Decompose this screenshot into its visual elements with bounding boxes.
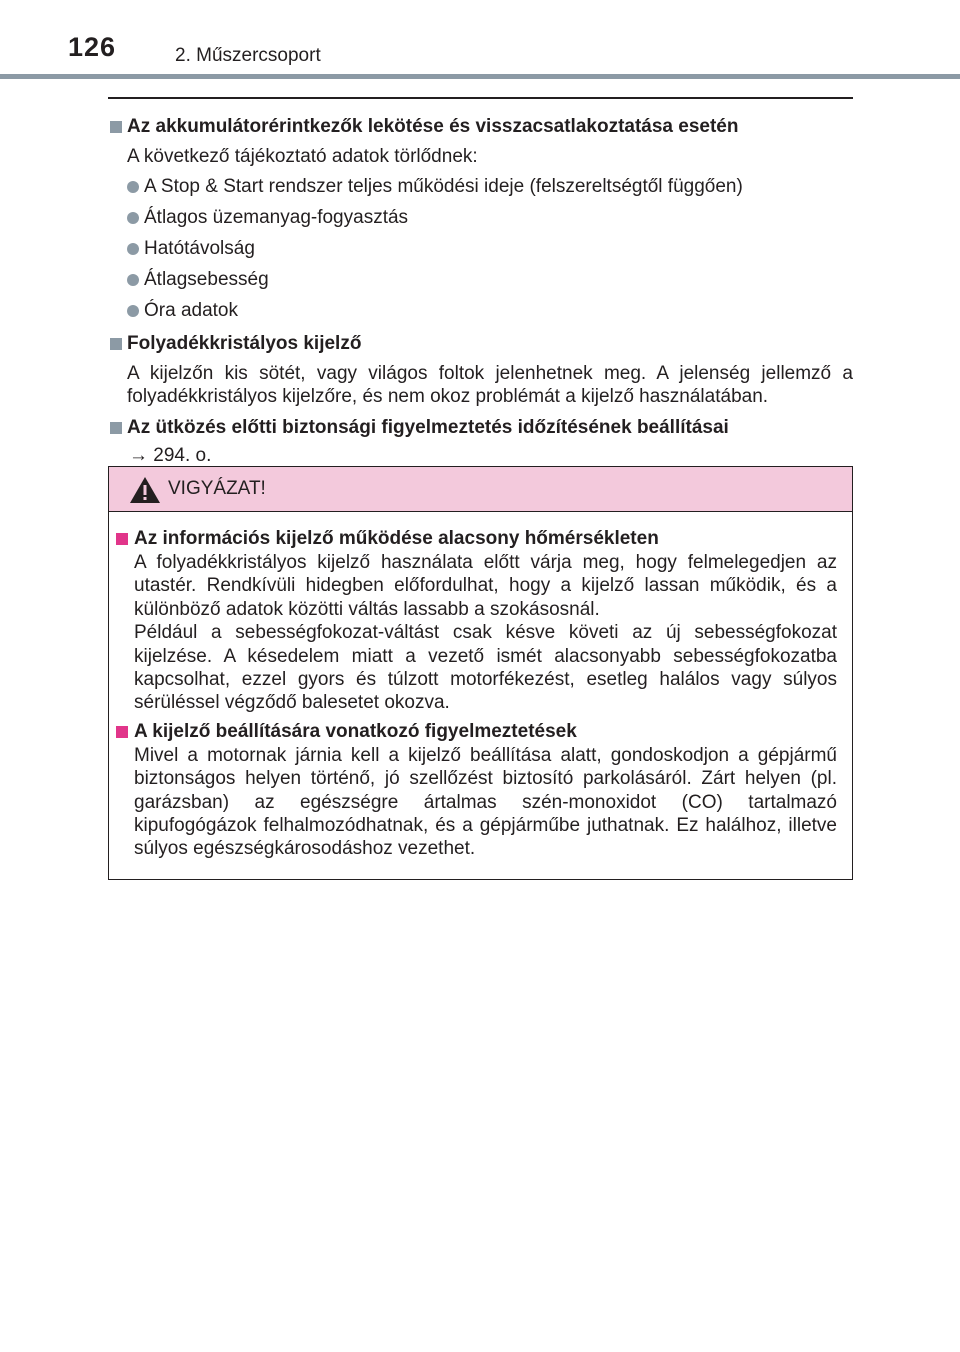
page-number: 126 [68, 32, 117, 62]
chapter-title: 2. Műszercsoport [175, 45, 321, 66]
section-title-precollision: Az ütközés előtti biztonsági figyelmeztetés időzítésének beállításai [108, 415, 853, 441]
list-item: Átlagsebesség [127, 268, 853, 292]
caution-header [109, 467, 852, 512]
circle-bullet-icon [127, 274, 139, 286]
list-item: Hatótávolság [127, 237, 853, 261]
warning-triangle-icon [129, 476, 161, 504]
square-bullet-icon [110, 338, 122, 350]
lcd-text: A kijelzőn kis sötét, vagy világos foltok jelenhetnek meg. A jelenség jellemző a folyadékkristályos kijelzőre, és nem okoz problémát a kijelző használatában. [127, 363, 853, 407]
caution-title: VIGYÁZAT! [168, 478, 266, 499]
caution-item-title: Az információs kijelző működése alacsony hőmérsékleten [109, 526, 852, 551]
square-bullet-icon [116, 726, 128, 738]
square-bullet-icon [110, 121, 122, 133]
square-bullet-icon [116, 533, 128, 545]
caution-body [109, 524, 852, 861]
section-title-battery: Az akkumulátorérintkezők lekötése és visszacsatlakoztatása esetén [108, 114, 853, 140]
caution-paragraph: Mivel a motornak járnia kell a kijelző beállítása alatt, gondoskodjon a gépjármű biztonságos helyen történő, jó szellőzést biztosító parkolásáról. Zárt helyen (pl. garázsban) az egészségre ártalmas szén-monoxidot (CO) tartalmazó kipufogógázok felhalmozódhatnak, és a gépjárműbe juthatnak. Ez halálhoz, illetve súlyos egészségkárosodáshoz vezethet. [134, 744, 837, 860]
circle-bullet-icon [127, 243, 139, 255]
caution-paragraph: Például a sebességfokozat-váltást csak késve követi az új sebességfokozat kijelzése. A késedelem miatt a vezető ismét alacsonyabb sebességfokozatba kapcsolhat, ezzel gyors és túlzott motorfékezést, esetleg halálos vagy súlyos sérüléssel végződő balesetet okozva. [134, 622, 837, 714]
page-reference-link[interactable]: → 294. o. [129, 445, 212, 466]
list-item: A Stop & Start rendszer teljes működési ideje (felszereltségtől függően) [127, 175, 853, 199]
header-bar [0, 74, 960, 79]
circle-bullet-icon [127, 212, 139, 224]
page-header [0, 0, 960, 80]
battery-intro: A következő tájékoztató adatok törlődnek: [127, 146, 478, 167]
circle-bullet-icon [127, 305, 139, 317]
main-content [108, 108, 853, 469]
caution-item-title: A kijelző beállítására vonatkozó figyelmeztetések [109, 719, 852, 744]
square-bullet-icon [110, 422, 122, 434]
list-item: Óra adatok [127, 299, 853, 323]
list-item: Átlagos üzemanyag-fogyasztás [127, 206, 853, 230]
section-title-lcd: Folyadékkristályos kijelző [108, 331, 853, 357]
caution-box [108, 466, 853, 880]
top-rule [108, 97, 853, 99]
caution-paragraph: A folyadékkristályos kijelző használata előtt várja meg, hogy felmelegedjen az utastér. Rendkívüli hidegben előfordulhat, hogy a kijelző lassan működik, és a különböző adatok közötti váltás lassabb a szokásosnál. [134, 552, 837, 620]
circle-bullet-icon [127, 181, 139, 193]
